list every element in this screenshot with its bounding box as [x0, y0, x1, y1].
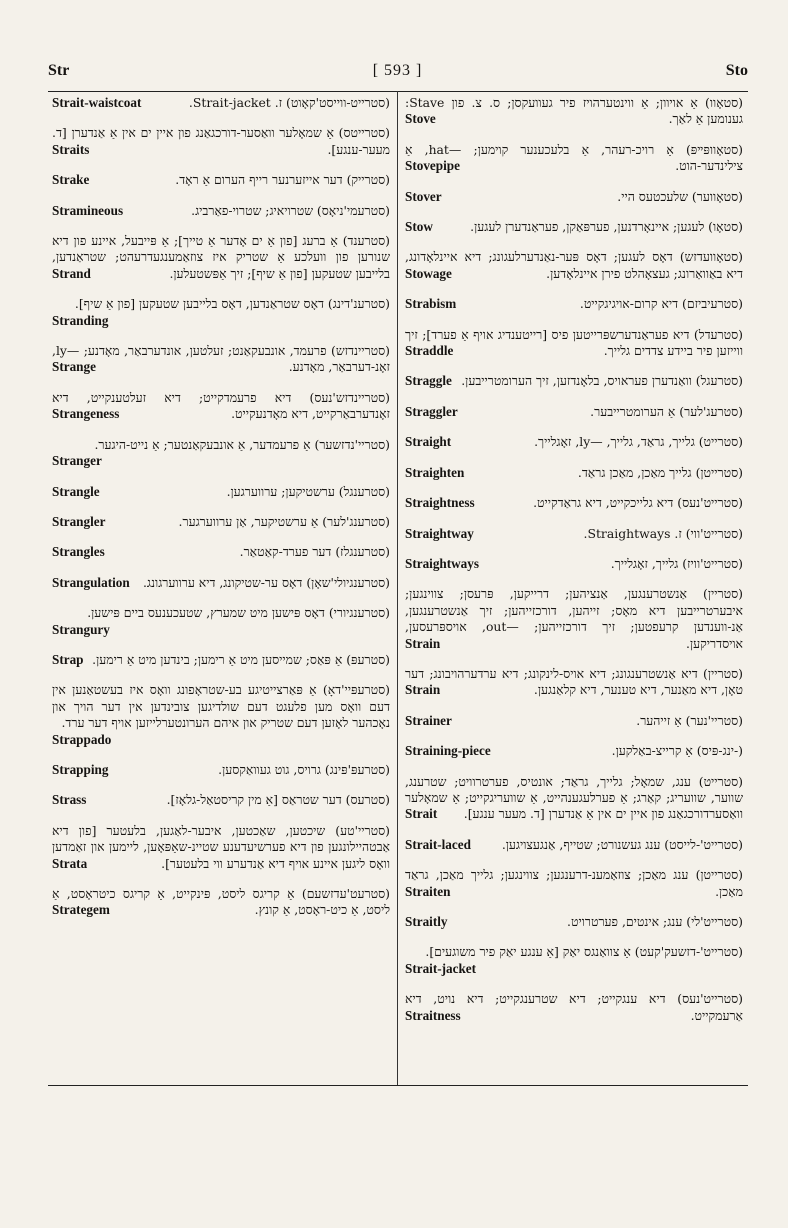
dictionary-entry — [52, 343, 390, 376]
entry-definition — [405, 586, 743, 652]
dictionary-entry — [52, 514, 390, 530]
dictionary-entry — [405, 556, 743, 572]
entry-headword: Strangury — [52, 621, 110, 637]
dictionary-entry — [52, 682, 390, 748]
entry-definition-text: (סטאָווער) שלעכטעס היי. — [617, 188, 743, 204]
entry-headword: Stovepipe — [405, 158, 460, 174]
entry-headword: Straining-piece — [405, 743, 491, 759]
left-column — [52, 95, 390, 1081]
entry-headword: Strait-jacket — [405, 960, 477, 976]
entry-definition-text: (סטרענגל) ערשטיקען; ערווערגען. — [226, 483, 390, 499]
right-column — [405, 95, 743, 1081]
page-number: [ 593 ] — [372, 62, 423, 79]
dictionary-entry — [405, 296, 743, 312]
entry-headword: Stranger — [52, 453, 102, 469]
dictionary-entry — [52, 95, 390, 111]
dictionary-entry — [52, 484, 390, 500]
entry-definition — [405, 465, 743, 481]
entry-definition-text: (סטרענ'דינג) דאָס שטראַנדען, דאָס בלייבען שטעקען [פון אַ שיף]. — [74, 296, 390, 312]
entry-definition-text: (סטאָוועדזש) דאָס לעגען; דאָס פּער-נאַנדערלעגונג; דיא איינלאָדונג, דיא באַוואַרונג; געצאָהלט פירן איינלאָדען. — [405, 249, 743, 281]
entry-headword: Strait — [405, 806, 438, 822]
dictionary-entry — [405, 837, 743, 853]
entry-headword: Strangeness — [52, 406, 120, 422]
entry-headword: Strand — [52, 265, 91, 281]
entry-headword: Stover — [405, 188, 442, 204]
entry-headword: Strait-laced — [405, 836, 471, 852]
entry-definition-text: (סטרענגיורי) דאָס פּישען מיט שמערץ, שטעכענעס ביים פּישען. — [87, 605, 390, 621]
entry-headword: Strass — [52, 792, 87, 808]
entry-headword: Straddle — [405, 343, 454, 359]
entry-definition-text: (סטרענג'לער) אַ ערשטיקער, אַן ערווערגער. — [178, 513, 390, 529]
entry-definition-text: (סטרייט'וויז) גלייך, זאָגלייך. — [610, 555, 743, 571]
dictionary-entry — [405, 142, 743, 175]
dictionary-entry — [52, 792, 390, 808]
entry-definition — [52, 125, 390, 158]
entry-headword: Straightness — [405, 495, 475, 511]
entry-definition-text: (סטרייט) גלייך, גראַד, גלייך, —ly, זאָגלייך. — [534, 434, 743, 450]
entry-definition — [405, 495, 743, 511]
dictionary-entry — [405, 95, 743, 128]
dictionary-entry — [52, 652, 390, 668]
entry-definition-text: (סטרעס) דער שטראַס [אַ מין קריסטאַל-גלאָז]. — [166, 792, 390, 808]
entry-definition-text: (סטריי'נדזשער) אַ פרעמדער, אַ אונבעקאַנטער; אַ נייט-היגער. — [94, 436, 390, 452]
dictionary-entry — [405, 373, 743, 389]
entry-definition — [52, 95, 390, 111]
dictionary-entry — [405, 249, 743, 282]
entry-definition-text: (סטריינדזש'נעס) דיא פרעמדקייט; דיא זעלטענקייט, דיא זאָנדערבאַרקייט, דיא מאָדנעקייט. — [52, 389, 390, 422]
dictionary-entry — [405, 774, 743, 823]
entry-definition-text: (סטאָוופּײפּ) אַ רויכ-רעהר, אַ בלעכענער קוימען; —hat, אַ צילינדער-הוט. — [405, 141, 743, 174]
dictionary-entry — [52, 762, 390, 778]
dictionary-entry — [52, 544, 390, 560]
entry-definition — [405, 991, 743, 1024]
entry-headword: Strake — [52, 172, 90, 188]
column-divider — [397, 91, 398, 1085]
entry-definition — [52, 484, 390, 500]
dictionary-entry — [52, 172, 390, 188]
entry-headword: Strain — [405, 635, 441, 651]
entry-definition-text: (סטרעגל) וואַנדערן פעראויס, בלאָנדזען, זיך הערומטרייבען. — [461, 373, 743, 389]
entry-definition-text: (סטרייטס) אַ שמאָלער וואַסער-דורכגאַנג פון איין ים אין אַ אַנדערן [ד. מעער-ענגע]. — [52, 125, 390, 157]
entry-definition — [405, 713, 743, 729]
entry-definition — [52, 792, 390, 808]
entry-headword: Strata — [52, 855, 88, 871]
dictionary-entry — [405, 867, 743, 900]
dictionary-entry — [405, 219, 743, 235]
entry-definition — [52, 203, 390, 219]
entry-definition-text: (סטריי'טע) שיכטען, שאַכטען, איבער-לאַגען, בלעטער [פון דיא אַבטהיילונגען פון דיא פערשיעדענע שטיינ-שאַפּאָען, ליימען און זאַמדען וואָס ליגען איינע אויף דיא אַנדערע ווי בלעטער]. — [52, 822, 390, 871]
entry-definition-text: (סטרעמי'ניאָס) שטרויאיג; שטרוי-פאַרביג. — [191, 202, 390, 218]
dictionary-entry — [52, 203, 390, 219]
entry-definition — [52, 390, 390, 423]
entry-definition — [405, 944, 743, 977]
entry-definition — [52, 886, 390, 919]
dictionary-entry — [405, 743, 743, 759]
entry-definition — [52, 544, 390, 560]
entry-definition — [405, 526, 743, 542]
entry-headword: Strange — [52, 359, 96, 375]
dictionary-entry — [52, 886, 390, 919]
entry-headword: Strangles — [52, 544, 105, 560]
entry-definition — [405, 95, 743, 128]
dictionary-entry — [405, 586, 743, 652]
dictionary-entry — [52, 390, 390, 423]
entry-definition — [405, 189, 743, 205]
entry-definition-text: (סטרייק) דער אייזערנער רייף הערום אַ ראָד. — [175, 172, 390, 188]
entry-definition-text: (סטרייט'לי) ענג; אינטים, פערטרויט. — [567, 914, 743, 929]
entry-definition — [52, 762, 390, 778]
entry-headword: Straitness — [405, 1007, 461, 1023]
entry-headword: Straight — [405, 434, 452, 450]
header-right-guide-word: Sto — [725, 62, 748, 79]
entry-definition — [52, 296, 390, 329]
entry-definition-text: (סטרייטן) ענג מאַכן; צוזאַמענ-דרענגען; צווינגען; גלייך מאַכן, גראַד מאַכן. — [405, 867, 743, 899]
dictionary-entry — [405, 495, 743, 511]
entry-headword: Strap — [52, 651, 84, 667]
entry-definition — [405, 219, 743, 235]
entry-definition — [405, 296, 743, 312]
entry-headword: Strait-waistcoat — [52, 95, 142, 110]
entry-definition — [405, 404, 743, 420]
dictionary-entry — [405, 434, 743, 450]
dictionary-entry — [405, 327, 743, 360]
entry-definition — [52, 172, 390, 188]
entry-definition-text: (סטאָו) לעגען; איינאָרדנען, פערפּאַקן, פעראַנדערן לעגען. — [470, 219, 743, 235]
entry-definition — [52, 575, 390, 591]
entry-headword: Strangler — [52, 513, 106, 529]
entry-definition — [52, 682, 390, 748]
entry-definition-text: (סטרעפּ) אַ פּאַס; שמייסען מיט אַ רימען; בינדען מיט אַ רימען. — [92, 651, 390, 667]
header-rule — [48, 91, 748, 92]
dictionary-entry — [405, 404, 743, 420]
entry-definition-text: (סטרייטן) גלייך מאַכן, מאַכן גראַד. — [577, 464, 743, 480]
entry-headword: Strainer — [405, 712, 452, 728]
entry-definition — [52, 652, 390, 668]
entry-definition — [405, 556, 743, 572]
entry-headword: Strangle — [52, 483, 100, 499]
footer-rule — [48, 1085, 748, 1086]
entry-headword: Strain — [405, 682, 441, 698]
entry-definition — [405, 142, 743, 175]
entry-headword: Straggle — [405, 373, 452, 389]
entry-definition — [405, 914, 743, 930]
entry-definition-text: (סטרייט'נעס) דיא גלייכקייט, דיא גראַדקייט. — [533, 495, 743, 511]
dictionary-entry — [405, 666, 743, 699]
entry-definition-text: (סטרייט'-לייסט) ענג געשנורט; שטייף, אַנגעצויגען. — [501, 836, 743, 852]
dictionary-entry — [405, 713, 743, 729]
dictionary-entry — [405, 914, 743, 930]
entry-definition-text: (סטרענד) אַ ברעג [פון אַ ים אָדער אַ טייך]; אַ פּייבעל, איינע פון דיא שנורען פון וועלכע אַ שטריק איז צוזאַמענגעדרעהט; שטראַנדען, בלייבען שטעקען [פון אַ שיף]; זיך אַפּשטעלען. — [52, 233, 390, 281]
entry-headword: Strategem — [52, 902, 110, 918]
entry-definition-text: (סטריין) דיא אַנשטרענגונג; דיא אויס-לינקונג; דיא ערדערהויבונג; דער טאָן, דיא מאַנער, דיא טענער, דיא קלאַנגען. — [405, 665, 743, 698]
entry-definition — [405, 743, 743, 759]
entry-definition — [405, 373, 743, 389]
dictionary-entry — [52, 605, 390, 638]
entry-headword: Straggler — [405, 403, 458, 419]
dictionary-entry — [52, 437, 390, 470]
entry-definition — [405, 327, 743, 360]
entry-definition-text: (סטריי'נער) אַ זייהער. — [636, 712, 743, 728]
dictionary-entry — [52, 125, 390, 158]
entry-definition-text: (סטרעיביזם) דיא קרום-אויגיגקייט. — [579, 296, 743, 312]
dictionary-entry — [405, 465, 743, 481]
entry-definition-text: (סטרעפּיי'דאָ) אַ פּאַרצייטיגע בע-שטראָפונג וואָס איז בעשטאַנען אין דעם וואָס מען פלעגט דעם שולדיגען צובינדען אין דער הויך און נאָכהער לאָזען דעם שטריק און איהם הערונטערלייזען אויף דער ערד. — [52, 682, 390, 731]
dictionary-entry — [52, 233, 390, 282]
dictionary-entry — [405, 991, 743, 1024]
entry-definition-text: (סטרעדל) דיא פעראַנדערשפּרייטען פיס [רייטענדיג אויף אַ פערד]; זיך ווייזען פיר ביידע צדדים גלייך. — [405, 326, 743, 359]
entry-definition — [52, 437, 390, 470]
entry-definition — [405, 434, 743, 450]
dictionary-entry — [405, 526, 743, 542]
entry-headword: Stranding — [52, 312, 109, 328]
header-left-guide-word: Str — [48, 62, 70, 79]
entry-definition — [405, 249, 743, 282]
entry-definition-text: (סטרענגלז) דער פערד-קאַטאַר. — [239, 544, 390, 560]
entry-definition — [405, 867, 743, 900]
entry-definition — [405, 774, 743, 823]
entry-definition-text: (-ינג-פּיס) אַ קרייצ-באַלקען. — [611, 743, 743, 759]
entry-definition-text: (סטרעפּ'פּינג) גרויס, גוט געוואַקסען. — [218, 761, 390, 777]
entry-headword: Straitly — [405, 914, 448, 929]
entry-headword: Straighten — [405, 464, 465, 480]
entry-definition-text: (סטרייט'נעס) דיא ענגקייט; דיא שטרענגקייט; דיא נויט, דיא אַרעמקייט. — [405, 991, 743, 1023]
entry-definition-text: (סטרייט'ווי) ז. Straightways. — [583, 525, 743, 541]
entry-headword: Strapping — [52, 761, 109, 777]
entry-headword: Straits — [52, 141, 90, 157]
entry-headword: Stowage — [405, 265, 452, 281]
entry-definition — [405, 666, 743, 699]
entry-definition-text: (סטרעט'עדזשעם) אַ קריגס ליסט, פּינקייט, אַ קריגס כיטראָסט, אַ ליסט, אַ כיט-ראָסט, אַ קונץ. — [52, 886, 390, 918]
entry-headword: Straightway — [405, 525, 474, 541]
entry-headword: Strabism — [405, 296, 457, 312]
entry-definition-text: (סטרייט) ענג, שמאָל; גלייך, גראַד; אונטיס, פערטרוויט; שטרענג, שווער, שוועריג; קאַרג; אַ פערלעגענהייט, אַ שוועריגקייט; אַ שמאָלער וואַסערדורכגאַנג פון איין ים אין אַ אַנדערן [ד. מעער ענגע]. — [405, 773, 743, 822]
entry-definition-text: (סטאָוו) אַ אויוון; אַ ווינטערהויז פיר געוועקסן; ס. צ. פון Stave: גענומען אַ לאַך. — [405, 95, 743, 127]
page-header — [48, 56, 748, 86]
entry-definition — [52, 514, 390, 530]
dictionary-entry — [52, 296, 390, 329]
dictionary-entry — [52, 823, 390, 872]
entry-headword: Stove — [405, 111, 436, 127]
dictionary-entry — [405, 189, 743, 205]
entry-headword: Strangulation — [52, 574, 130, 590]
entry-headword: Stramineous — [52, 202, 124, 218]
entry-definition-text: (סטריין) אַנשטרענגען, אַנציהען; דרייקען, פּרעסן; צווינגען; איבערטרייבען דיא מאָס; זייהען, דורכזייהען; זיך אַנשטרענגען, אַנ-ווענדען קרעפטען; זיך דורכזייהען; —out, אויספּרעסען, אויסדריקען. — [405, 586, 743, 651]
dictionary-entry — [405, 944, 743, 977]
entry-definition-text: (סטריינדזש) פרעמד, אונבעקאַנט; זעלטען, אונדערבאַר, מאָדנע; —ly, זאָנ-דערבאַר, מאָדנע. — [52, 343, 390, 375]
entry-definition — [405, 837, 743, 853]
entry-definition-text: (סטרענגיולי'שאָן) דאָס ער-שטיקונג, דיא ערווערגונג. — [142, 574, 390, 590]
entry-definition-text: (סטרעג'לער) אַ הערומטרייבער. — [590, 403, 743, 419]
entry-headword: Strappado — [52, 731, 112, 747]
entry-definition-text: (סטרייט'-דזשעק'קעט) אַ צוואַנגס יאַק [אַ ענגע יאַק פיר משוגעים]. — [425, 944, 743, 960]
entry-headword: Straiten — [405, 883, 451, 899]
entry-definition-text: (סטרייט-ווייסט'קאָוט) ז. Strait-jacket. — [188, 95, 390, 110]
entry-definition — [52, 823, 390, 872]
entry-definition — [52, 605, 390, 638]
entry-definition — [52, 233, 390, 282]
dictionary-entry — [52, 575, 390, 591]
entry-headword: Stow — [405, 219, 433, 235]
entry-definition — [52, 343, 390, 376]
entry-headword: Straightways — [405, 555, 479, 571]
